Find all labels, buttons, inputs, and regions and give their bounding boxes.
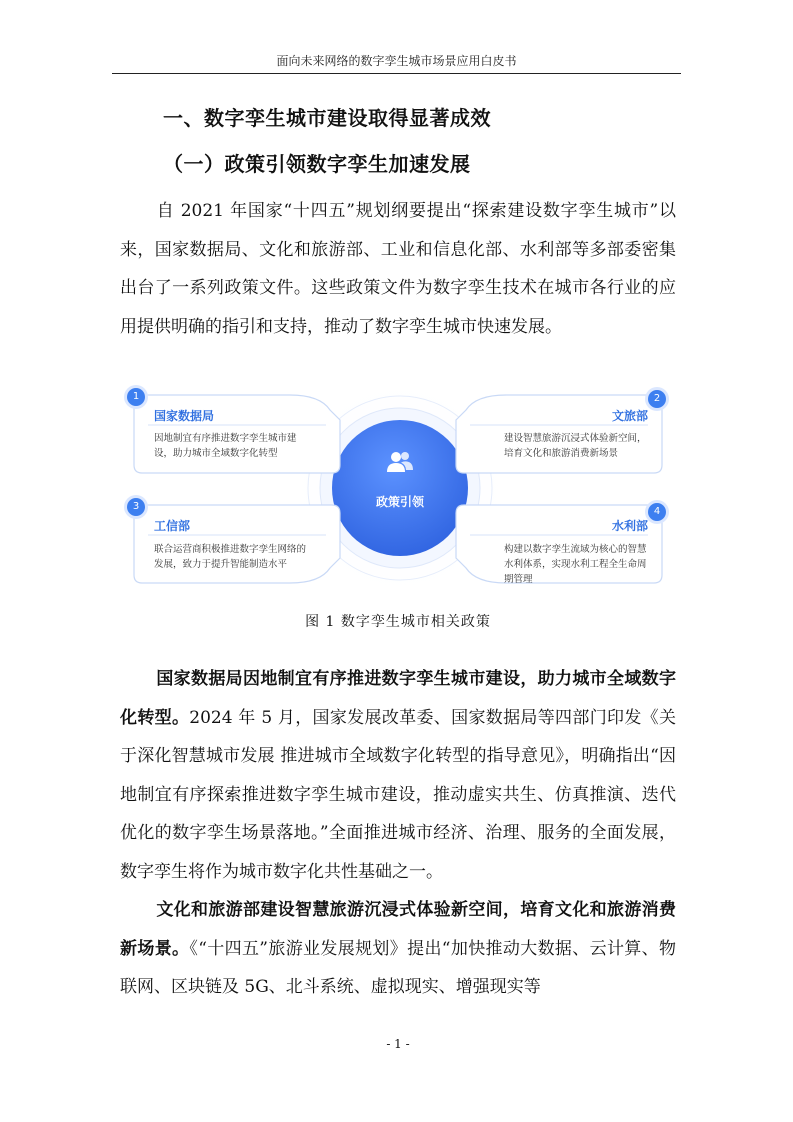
paragraph-data-bureau (120, 660, 676, 891)
card-miit (136, 505, 316, 585)
paragraph-data-bureau-lead: 国家数据局因地制宜有序推进数字孪生城市建设，助力城市全域数字化转型。 (120, 669, 676, 728)
paragraph-data-bureau-body: 2024 年 5 月，国家发展改革委、国家数据局等四部门印发《关于深化智慧城市发展 推进城市全域数字化转型的指导意见》，明确指出“因地制宜有序探索推进数字孪生城市建设，推动虚实共生、仿真推演、迭代优化的数字孪生场景落地。”全面推进城市经济、治理、服务的全面发展，数字孪生将作为城市数字化共性基础之一。 (120, 707, 676, 882)
paragraph-tourism-lead: 文化和旅游部建设智慧旅游沉浸式体验新空间，培育文化和旅游消费新场景。 (120, 900, 676, 959)
header-rule (112, 73, 681, 74)
policy-figure (120, 380, 676, 595)
card-2-desc: 建设智慧旅游沉浸式体验新空间，培育文化和旅游消费新场景 (504, 433, 647, 459)
card-national-data-bureau (136, 395, 316, 475)
card-water-resources (476, 505, 656, 585)
paragraph-tourism-body: 《“十四五”旅游业发展规划》提出“加快推动大数据、云计算、物联网、区块链及 5G、北斗系统、虚拟现实、增强现实等 (120, 938, 676, 997)
intro-text: 自 2021 年国家“十四五”规划纲要提出“探索建设数字孪生城市”以来，国家数据局、文化和旅游部、工业和信息化部、水利部等多部委密集出台了一系列政策文件。这些政策文件为数字孪生技术在城市各行业的应用提供明确的指引和支持，推动了数字孪生城市快速发展。 (120, 201, 676, 337)
card-4-title: 水利部 (611, 519, 648, 533)
intro-paragraph (120, 192, 676, 346)
card-1-title: 国家数据局 (154, 409, 215, 423)
paragraph-tourism (120, 891, 676, 1007)
card-culture-tourism (476, 395, 656, 475)
card-4-number: 4 (648, 503, 666, 521)
section-heading: 一、数字孪生城市建设取得显著成效 (163, 106, 491, 130)
page-number: - 1 - (386, 1037, 410, 1051)
running-header: 面向未来网络的数字孪生城市场景应用白皮书 (276, 54, 517, 68)
card-4-desc: 构建以数字孪生流域为核心的智慧水利体系，实现水利工程全生命周期管理 (504, 544, 647, 585)
card-3-title: 工信部 (154, 519, 191, 533)
center-label: 政策引领 (375, 495, 424, 509)
card-2-number: 2 (648, 390, 666, 408)
card-1-desc: 因地制宜有序推进数字孪生城市建设，助力城市全域数字化转型 (154, 433, 297, 459)
subsection-heading: （一）政策引领数字孪生加速发展 (163, 152, 471, 176)
card-3-number: 3 (127, 498, 145, 516)
card-3-desc: 联合运营商积极推进数字孪生网络的发展，致力于提升智能制造水平 (154, 544, 307, 570)
card-1-number: 1 (127, 388, 145, 406)
users-icon (386, 450, 414, 476)
figure-caption: 图 1 数字孪生城市相关政策 (305, 614, 491, 630)
card-2-title: 文旅部 (611, 409, 648, 423)
